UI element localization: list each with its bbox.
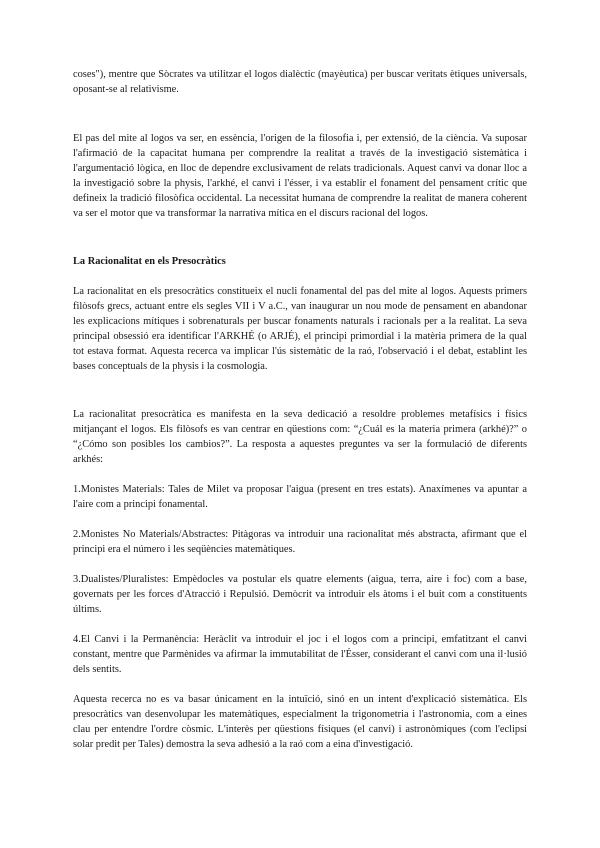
- list-item-monistes-no-materials: 2.Monistes No Materials/Abstractes: Pitàgoras va introduir una racionalitat més abstracta, afirmant que el principi era el número i les seqüències matemàtiques.: [73, 529, 527, 555]
- section-heading: La Racionalitat en els Presocràtics: [73, 256, 226, 267]
- list-item-canvi-permanencia: 4.El Canvi i la Permanència: Heràclit va introduir el joc i el logos com a principi, emfatitzant el canvi constant, mentre que Parmènides va afirmar la immutabilitat de l'Ésser, considerant el canvi com una il·lusió dels sentits.: [73, 634, 527, 675]
- paragraph-intro-end: coses"), mentre que Sòcrates va utilitzar el logos dialèctic (mayèutica) per buscar veritats ètiques universals, oposant-se al relativisme.: [73, 69, 527, 95]
- paragraph-mythos-logos: El pas del mite al logos va ser, en essència, l'origen de la filosofia i, per extensió, de la ciència. Va suposar l'afirmació de la capacitat humana per comprendre la realitat a través de la investigació sistemàtica i l'argumentació lògica, en lloc de dependre exclusivament de relats tradicionals. Aquest canvi va donar lloc a la investigació sobre la physis, l'arkhé, el canvi i l'ésser, i va establir el fonament del pensament crític que defineix la tradició filosòfica occidental. La necessitat humana de comprendre la realitat de manera coherent va ser el motor que va transformar la narrativa mítica en el discurs racional del logos.: [73, 133, 527, 219]
- paragraph-presocratics-2: La racionalitat presocràtica es manifesta en la seva dedicació a resoldre problemes metafísics i físics mitjançant el logos. Els filòsofs es van centrar en qüestions com: “¿Cuál es la materia primera (arkhé)?” o “¿Cómo son posibles los cambios?”. La resposta a aquestes preguntes va ser la formulació de diferents arkhés:: [73, 409, 527, 465]
- paragraph-presocratics-1: La racionalitat en els presocràtics constitueix el nucli fonamental del pas del mite al logos. Aquests primers filòsofs grecs, actuant entre els segles VII i V a.C., van inaugurar un nou mode de pensament en abandonar les explicacions mítiques i sobrenaturals per buscar fonaments naturals i racionals per a la realitat. La seva principal obsessió era identificar l'ARKHÉ (o ARJÉ), el principi primordial i la matèria primera de la qual tot estava format. Aquesta recerca va implicar l'ús sistemàtic de la raó, l'observació i el debat, establint les bases conceptuals de la physis i la cosmologia.: [73, 286, 527, 372]
- list-item-monistes-materials: 1.Monistes Materials: Tales de Milet va proposar l'aigua (present en tres estats). Anaxímenes va apuntar a l'aire com a principi fonamental.: [73, 484, 527, 510]
- list-item-dualistes-pluralistes: 3.Dualistes/Pluralistes: Empèdocles va postular els quatre elements (aigua, terra, aire i foc) com a base, governats per les forces d'Atracció i Repulsió. Demòcrit va introduir els àtoms i el buit com a constituents últims.: [73, 574, 527, 615]
- paragraph-presocratics-3: Aquesta recerca no es va basar únicament en la intuïció, sinó en un intent d'explicació sistemàtica. Els presocràtics van desenvolupar les matemàtiques, especialment la trigonometria i l'astronomia, com a eines clau per entendre l'ordre còsmic. L'interès per qüestions físiques (el canvi) i astronòmiques (com l'eclipsi solar predit per Tales) demostra la seva adhesió a la raó com a eina d'investigació.: [73, 694, 527, 750]
